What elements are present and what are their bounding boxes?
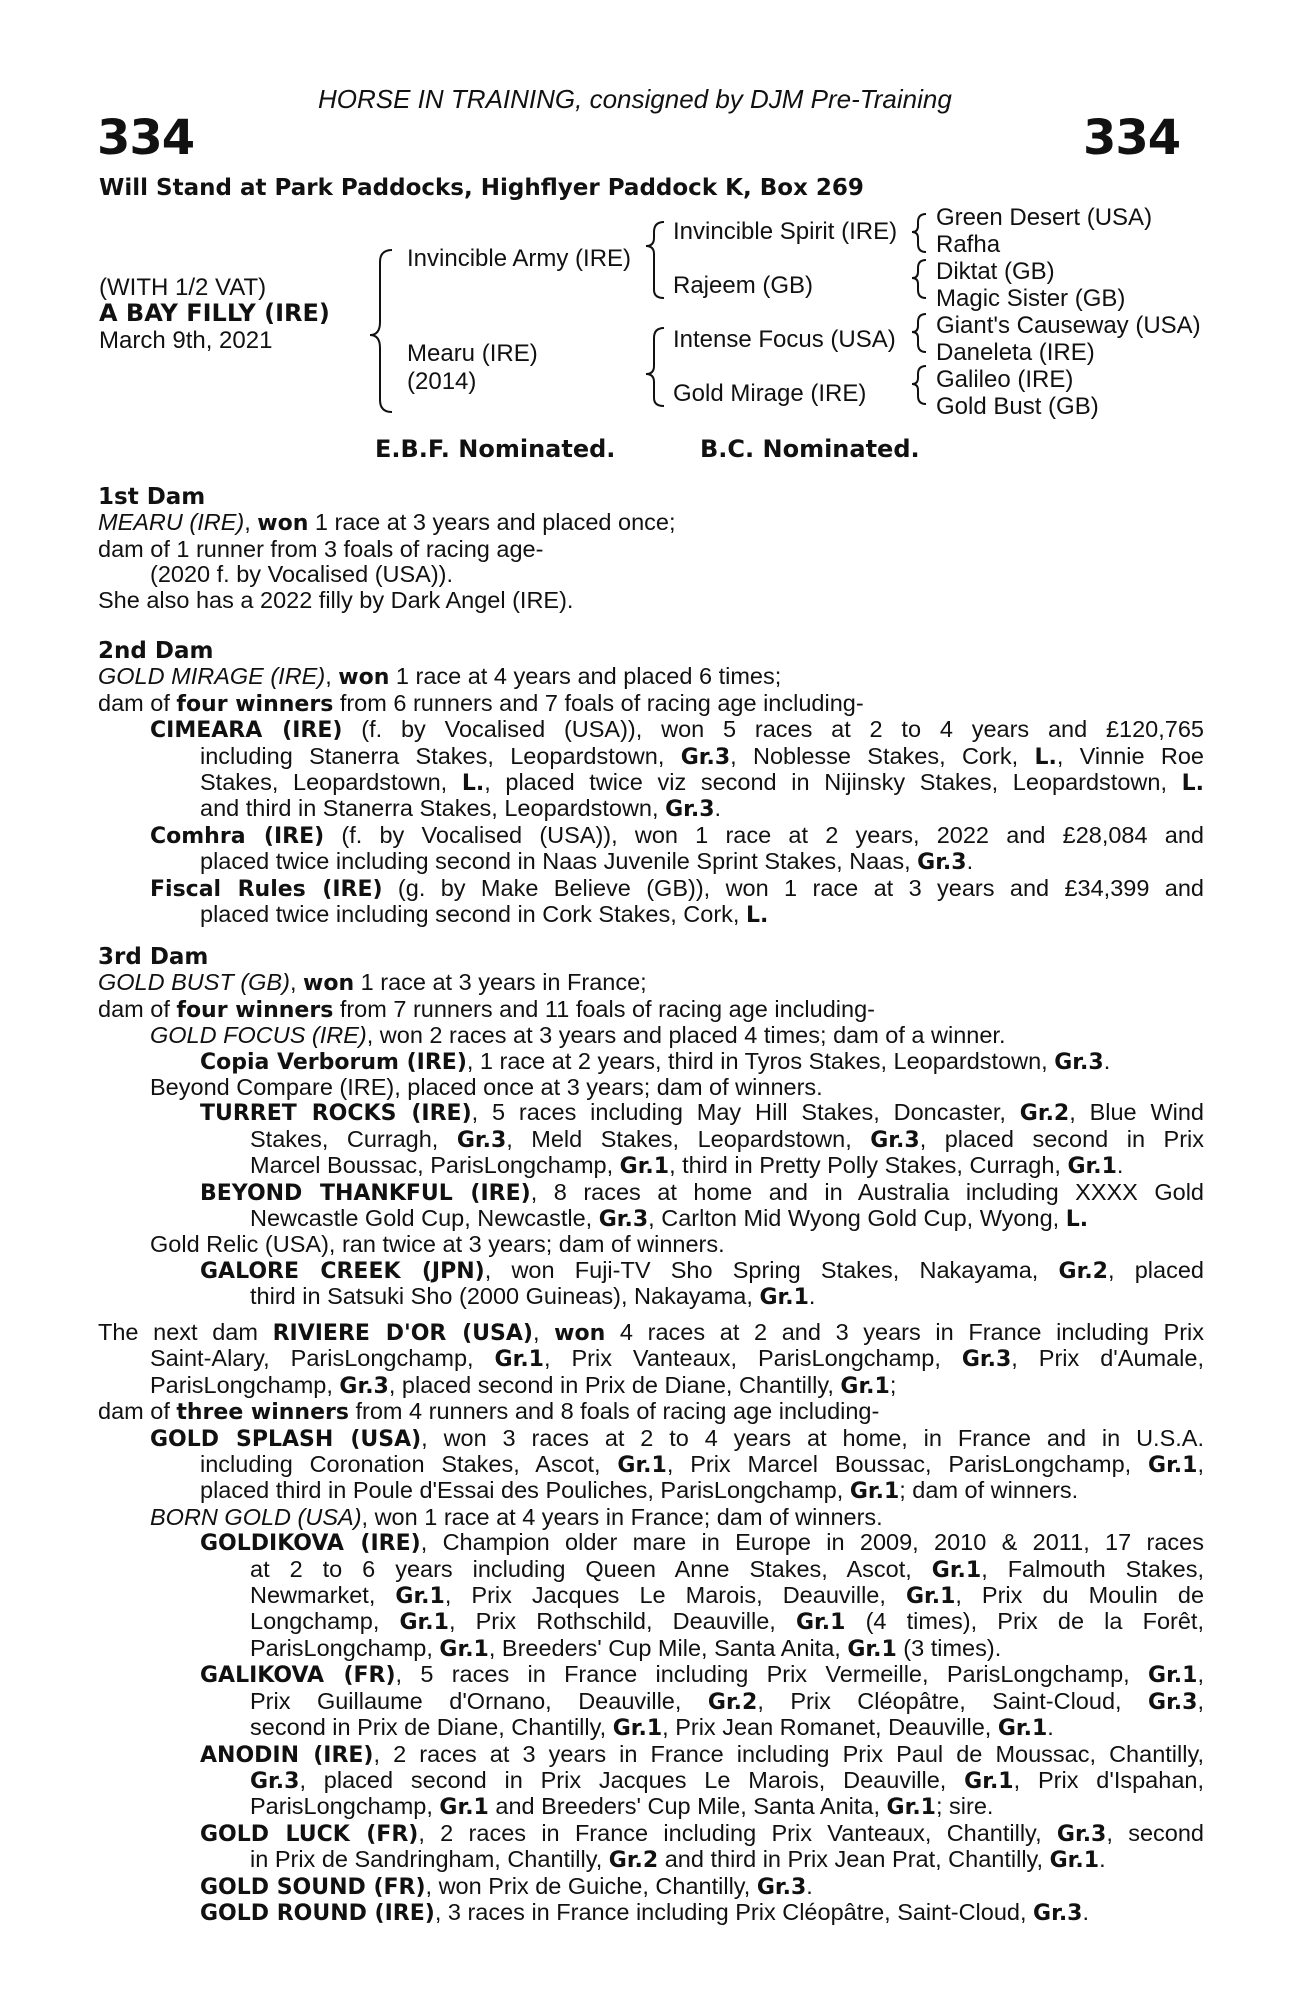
text: including Coronation Stakes, Ascot, [200,1451,618,1478]
grade: Gr.1 [840,1373,890,1399]
grade: Gr.1 [439,1636,489,1662]
text: , third in Pretty Polly Stakes, Curragh, [669,1152,1068,1179]
text: , Prix Rothschild, Deauville, [448,1608,796,1635]
produce-entry-anodin [98,1742,1204,1821]
text: , 2 races in France including Prix Vanteaux, Chantilly, [418,1819,1057,1846]
grade: Gr.2 [707,1689,758,1715]
grade: Gr.1 [395,1584,445,1610]
text: (f. by Vocalised (USA)), won 5 races at 2 to 4 years and £120,765 [342,716,1204,743]
text: , 3 races in France including Prix Cléopâtre, Saint-Cloud, [434,1898,1034,1925]
text: from 6 runners and 7 foals of racing age including- [333,689,864,716]
grade: Gr.3 [917,850,967,876]
text: . [966,848,974,875]
grade: Gr.1 [905,1584,956,1610]
bracket-ds [912,314,926,352]
text: , placed second in Prix [919,1125,1205,1152]
horse-name-gold-sound: GOLD SOUND (FR) [200,1874,426,1900]
produce-entry-gold-splash: GOLD SPLASH (USA), won 3 races at 2 to 4 years at home, in France and in U.S.A. including Coronation Stakes, Ascot, Gr.1, Prix Marcel Boussac, ParisLongchamp, Gr.1, placed third in Poule d'Essai des Pouliches, ParisLongchamp, Gr.1; dam of winners. [150,1424,1204,1505]
horse-name-gold-round: GOLD ROUND (IRE) [200,1900,435,1926]
lot-number-left: 334 [97,110,195,166]
grade: Gr.1 [619,1154,670,1180]
grade: Gr.3 [756,1874,807,1900]
first-dam-note: She also has a 2022 filly by Dark Angel (IRE). [98,586,574,613]
dam-dam-dam: Gold Bust (GB) [936,393,1099,420]
text: from 4 runners and 8 foals of racing age including- [348,1398,880,1425]
won-label: won [257,511,309,537]
text: including Stanerra Stakes, Leopardstown, [200,742,681,769]
horse-name-fiscal-rules: Fiscal Rules (IRE) [150,876,383,902]
grade: Gr.3 [1054,1049,1104,1075]
sire-sire: Invincible Spirit (IRE) [673,218,898,245]
grade: Gr.1 [931,1557,982,1583]
text: , Prix Vanteaux, ParisLongchamp, [543,1345,962,1372]
horse-gold-relic: Gold Relic (USA), ran twice at 3 years; dam of winners. [150,1231,725,1258]
grade: L. [746,903,769,929]
text: , Prix Jean Romanet, Deauville, [662,1714,998,1741]
first-dam-name: MEARU (IRE) [98,509,245,536]
horse-name-anodin: ANODIN (IRE) [200,1742,374,1768]
text: , placed second in Prix de Diane, Chantilly, [388,1371,841,1398]
grade: Gr.3 [870,1127,920,1153]
produce-entry-beyond-thankful [98,1180,1204,1233]
grade: Gr.1 [612,1716,663,1742]
text: Saint-Alary, ParisLongchamp, [150,1345,495,1372]
text: Prix Guillaume d'Ornano, Deauville, [250,1687,708,1714]
text: , Breeders' Cup Mile, Santa Anita, [488,1634,848,1661]
sire-dam-sire: Diktat (GB) [936,258,1055,285]
text: 4 races at 2 and 3 years in France including Prix [605,1319,1205,1345]
grade: Gr.3 [598,1207,649,1233]
second-dam-name: GOLD MIRAGE (IRE) [98,663,326,690]
text: , Champion older mare in Europe in 2009, 2010 & 2011, 17 races [420,1529,1204,1556]
horse-name-copia-verborum: Copia Verborum (IRE) [200,1049,467,1075]
grade: Gr.3 [1148,1689,1198,1715]
third-dam-heading: 3rd Dam [98,944,209,970]
text: , won 2 races at 3 years and placed 4 times; dam of a winner. [366,1022,1006,1049]
dam-sire-dam: Daneleta (IRE) [936,339,1095,366]
next-dam-name: RIVIERE D'OR (USA) [272,1321,533,1346]
grade: Gr.3 [1033,1900,1083,1926]
horse-name-comhra: Comhra (IRE) [150,823,325,849]
text: , Carlton Mid Wyong Gold Cup, Wyong, [648,1205,1066,1232]
grade: Gr.1 [847,1636,897,1662]
bc-nominated: B.C. Nominated. [700,435,920,463]
text: Marcel Boussac, ParisLongchamp, [250,1152,620,1179]
winners-count: three winners [176,1400,349,1426]
bracket-dam [646,328,664,406]
sire-name: Invincible Army (IRE) [407,245,632,272]
text: Longchamp, [250,1608,400,1635]
dam-dam-sire: Galileo (IRE) [936,366,1074,393]
dam-sire: Intense Focus (USA) [673,326,896,353]
produce-entry-galikova: GALIKOVA (FR), 5 races in France including Prix Vermeille, ParisLongchamp, Gr.1, Prix Guillaume d'Ornano, Deauville, Gr.2, Prix Cléopâtre, Saint-Cloud, Gr.3, second in Prix de Diane, Chantilly, Gr.1, Prix Jean Romanet, Deauville, Gr.1. [200,1661,1204,1742]
text: , 5 races in France including Prix Vermeille, ParisLongchamp, [395,1661,1149,1688]
sire-dam: Rajeem (GB) [673,272,814,299]
text: ParisLongchamp, [150,1371,340,1398]
text: third in Satsuki Sho (2000 Guineas), Nakayama, [250,1283,760,1310]
third-dam-record: 1 race at 3 years in France; [354,969,647,996]
text: dam of [98,995,177,1022]
first-dam-record: 1 race at 3 years and placed once; [308,509,676,536]
produce-entry-cimeara [98,717,1204,823]
grade: Gr.1 [964,1768,1014,1794]
text: , Prix d'Ispahan, [1013,1766,1204,1793]
horse-name-galore-creek: GALORE CREEK (JPN) [200,1258,485,1284]
text: in Prix de Sandringham, Chantilly, [250,1846,609,1873]
text: Newcastle Gold Cup, Newcastle, [250,1205,599,1232]
lot-number-right: 334 [1083,110,1181,166]
text: dam of [98,689,177,716]
dam-dam: Gold Mirage (IRE) [673,380,867,407]
horse-name-galikova: GALIKOVA (FR) [200,1663,396,1689]
won-label: won [554,1321,606,1346]
horse-name-born-gold: BORN GOLD (USA) [150,1503,362,1530]
horse-dob: March 9th, 2021 [99,327,273,354]
grade: Gr.1 [439,1795,489,1821]
grade: Gr.3 [961,1347,1012,1373]
horse-name-cimeara: CIMEARA (IRE) [150,718,343,744]
produce-entry-galore-creek [98,1258,1204,1311]
text: , second [1106,1819,1204,1846]
text: placed twice including second in Naas Juvenile Sprint Stakes, Naas, [200,848,918,875]
second-dam-heading: 2nd Dam [98,638,214,664]
sire-sire-dam: Rafha [936,231,1001,258]
won-label: won [303,971,355,997]
grade: Gr.3 [250,1768,300,1794]
text: . [806,1872,813,1899]
text: , Vinnie Roe [1056,742,1205,769]
text: second in Prix de Diane, Chantilly, [250,1714,613,1741]
grade: Gr.1 [886,1795,936,1821]
dam-name: Mearu (IRE) [407,340,538,367]
text: , Prix Marcel Boussac, ParisLongchamp, [666,1451,1149,1478]
text: , Falmouth Stakes, [981,1555,1204,1582]
text: , 5 races including May Hill Stakes, Doncaster, [471,1099,1020,1126]
grade: Gr.1 [494,1347,544,1373]
grade: Gr.1 [997,1716,1048,1742]
text: The next dam [98,1319,273,1345]
vat-note: (WITH 1/2 VAT) [99,274,267,301]
grade: Gr.2 [608,1848,659,1874]
winners-count: four winners [176,691,334,717]
won-label: won [338,665,390,691]
grade: Gr.1 [1067,1154,1117,1180]
second-dam-section: 2nd Dam GOLD MIRAGE (IRE), won 1 race at 4 years and placed 6 times; dam of four winners from 6 runners and 7 foals of racing age including- CIMEARA (IRE) (f. by Vocalised (USA)), won 5 races at 2 to 4 years and £120,765 including Stanerra Stakes, Leopardstown, Gr.3, Noblesse Stakes, Cork, L., Vinnie Roe Stakes, Leopardstown, L., placed twice viz second in Nijinsky Stakes, Leopardstown, L. and third in Stanerra Stakes, Leopardstown, Gr.3. Comhra (IRE) (f. by Vocalised (USA)), won 1 race at 2 years, 2022 and £28,084 and placed twice including second in Naas Juvenile Sprint Stakes, Naas, Gr.3. Fiscal Rules (IRE) (g. by Make Believe (GB)), won 1 race at 3 years and £34,399 and placed twice including second in Cork Stakes, Cork, L. [98,638,1205,929]
text: placed twice including second in Cork Stakes, Cork, [200,901,746,928]
produce-entry-comhra [98,823,1204,876]
sire-sire-sire: Green Desert (USA) [936,204,1153,231]
bracket-dd [912,366,926,404]
text: . [1103,1047,1111,1074]
text: , won 3 races at 2 to 4 years at home, in France and in U.S.A. [421,1424,1204,1451]
text: (f. by Vocalised (USA)), won 1 race at 2 years, 2022 and £28,084 and [324,821,1204,848]
first-dam-produce-summary: dam of 1 runner from 3 foals of racing age- [98,535,544,562]
grade: Gr.1 [399,1610,449,1636]
grade: Gr.2 [1058,1258,1108,1284]
text: , Noblesse Stakes, Cork, [730,742,1035,769]
grade: Gr.2 [1019,1101,1070,1127]
ebf-nominated: E.B.F. Nominated. [375,435,616,463]
text: , placed twice viz second in Nijinsky Stakes, Leopardstown, [484,769,1182,796]
text: . [1099,1846,1106,1873]
text: , placed [1107,1256,1204,1283]
text: ParisLongchamp, [250,1634,440,1661]
horse-name-beyond-thankful: BEYOND THANKFUL (IRE) [200,1180,531,1206]
grade: Gr.1 [1049,1848,1100,1874]
grade: L. [1065,1207,1089,1233]
text: and third in Prix Jean Prat, Chantilly, [658,1846,1050,1873]
second-dam-record: 1 race at 4 years and placed 6 times; [389,663,782,690]
grade: L. [1181,771,1205,797]
text: , Prix du Moulin de [955,1582,1205,1609]
text: Newmarket, [250,1582,396,1609]
grade: Gr.3 [665,797,715,823]
text: , 2 races at 3 years in France including Prix Paul de Moussac, Chantilly, [373,1740,1204,1767]
horse-name-goldikova: GOLDIKOVA (IRE) [200,1531,421,1557]
dam-year: (2014) [407,368,477,395]
text: ; sire. [935,1793,994,1820]
text: from 7 runners and 11 foals of racing age including- [333,995,875,1022]
page-header-title: HORSE IN TRAINING, consigned by DJM Pre-Training [318,84,952,114]
stand-location: Will Stand at Park Paddocks, Highflyer Paddock K, Box 269 [99,175,864,201]
text: , Prix Jacques Le Marois, Deauville, [444,1582,906,1609]
text: at 2 to 6 years including Queen Anne Stakes, Ascot, [250,1555,932,1582]
text: (4 times), Prix de la Forêt, [845,1608,1204,1635]
text: , Prix Cléopâtre, Saint-Cloud, [757,1687,1149,1714]
text: (3 times). [896,1634,1002,1661]
grade: Gr.1 [795,1610,846,1636]
produce-entry-goldikova [98,1530,1204,1662]
horse-name-gold-focus: GOLD FOCUS (IRE) [150,1022,367,1049]
grade: Gr.1 [849,1479,900,1505]
text: , placed second in Prix Jacques Le Marois, Deauville, [299,1766,965,1793]
dam-sire-sire: Giant's Causeway (USA) [936,312,1201,339]
bracket-sire [646,222,664,298]
third-dam-section: 3rd Dam GOLD BUST (GB), won 1 race at 3 years in France; dam of four winners from 7 runners and 11 foals of racing age including- GOLD FOCUS (IRE), won 2 races at 3 years and placed 4 times; dam of a winner. Copia Verborum (IRE), 1 race at 2 years, third in Tyros Stakes, Leopardstown, Gr.3. Beyond Compare (IRE), placed once at 3 years; dam of winners. TURRET ROCKS (IRE), 5 races including May Hill Stakes, Doncaster, Gr.2, Blue Wind Stakes, Curragh, Gr.3, Meld Stakes, Leopardstown, Gr.3, placed second in Prix Marcel Boussac, ParisLongchamp, Gr.1, third in Pretty Polly Stakes, Curragh, Gr.1. BEYOND THANKFUL (IRE), 8 races at home and in Australia including XXXX Gold Newcastle Gold Cup, Newcastle, Gr.3, Carlton Mid Wyong Gold Cup, Wyong, L. Gold Relic (USA), ran twice at 3 years; dam of winners. GALORE CREEK (JPN), won Fuji-TV Sho Spring Stakes, Nakayama, Gr.2, placed third in Satsuki Sho (2000 Guineas), Nakayama, Gr.1. [98,944,1205,1311]
horse-name: A BAY FILLY (IRE) [99,299,330,327]
text: ParisLongchamp, [250,1793,440,1820]
text: . [1116,1152,1124,1179]
text: ; dam of winners. [899,1477,1079,1504]
first-dam-heading: 1st Dam [98,484,206,510]
grade: L. [461,771,485,797]
grade: Gr.1 [759,1285,809,1311]
grade: Gr.3 [680,744,731,770]
text: . [808,1283,816,1310]
text: , Blue Wind [1069,1099,1204,1126]
text: , Meld Stakes, Leopardstown, [506,1125,871,1152]
produce-entry-turret-rocks [98,1100,1204,1179]
horse-name-gold-luck: GOLD LUCK (FR) [200,1821,419,1847]
bracket-main [370,250,392,412]
third-dam-name: GOLD BUST (GB) [98,969,290,996]
text: placed third in Poule d'Essai des Pouliches, ParisLongchamp, [200,1477,850,1504]
text: , 8 races at home and in Australia including XXXX Gold [530,1178,1204,1205]
text: . [714,795,722,822]
bracket-ss [912,214,926,252]
horse-name-gold-splash: GOLD SPLASH (USA) [150,1426,422,1452]
grade: Gr.1 [1148,1663,1198,1689]
produce-entry-fiscal-rules [98,876,1204,929]
text: dam of [98,1398,177,1425]
next-dam-section: The next dam RIVIERE D'OR (USA), won 4 races at 2 and 3 years in France including Prix Saint-Alary, ParisLongchamp, Gr.1, Prix Vanteaux, ParisLongchamp, Gr.3, Prix d'Aumale, ParisLongchamp, Gr.3, placed second in Prix de Diane, Chantilly, Gr.1; dam of three winners from 4 runners and 8 foals of racing age including- GOLD SPLASH (USA), won 3 races at 2 to 4 years at home, in France and in U.S.A. including Coronation Stakes, Ascot, Gr.1, Prix Marcel Boussac, ParisLongchamp, Gr.1, placed third in Poule d'Essai des Pouliches, ParisLongchamp, Gr.1; dam of winners. BORN GOLD (USA), won 1 race at 4 years in France; dam of winners. GOLDIKOVA (IRE), Champion older mare in Europe in 2009, 2010 & 2011, 17 races at 2 to 6 years including Queen Anne Stakes, Ascot, Gr.1, Falmouth Stakes, Newmarket, Gr.1, Prix Jacques Le Marois, Deauville, Gr.1, Prix du Moulin de Longchamp, Gr.1, Prix Rothschild, Deauville, Gr.1 (4 times), Prix de la Forêt, ParisLongchamp, Gr.1, Breeders' Cup Mile, Santa Anita, Gr.1 (3 times). GALIKOVA (FR), 5 races in France including Prix Vermeille, ParisLongchamp, Gr.1, Prix Guillaume d'Ornano, Deauville, Gr.2, Prix Cléopâtre, Saint-Cloud, Gr.3, second in Prix de Diane, Chantilly, Gr.1, Prix Jean Romanet, Deauville, Gr.1. ANODIN (IRE), 2 races at 3 years in France including Prix Paul de Moussac, Chantilly, Gr.3, placed second in Prix Jacques Le Marois, Deauville, Gr.1, Prix d'Ispahan, ParisLongchamp, Gr.1 and Breeders' Cup Mile, Santa Anita, Gr.1; sire. GOLD LUCK (FR), 2 races in France including Prix Vanteaux, Chantilly, Gr.3, second in Prix de Sandringham, Chantilly, Gr.2 and third in Prix Jean Prat, Chantilly, Gr.1. GOLD SOUND (FR), won Prix de Guiche, Chantilly, Gr.3. GOLD ROUND (IRE), 3 races in France including Prix Cléopâtre, Saint-Cloud, Gr.3. [98,1319,1205,1926]
text: Stakes, Curragh, [250,1125,457,1152]
text: Stakes, Leopardstown, [200,769,462,796]
text: and Breeders' Cup Mile, Santa Anita, [488,1793,887,1820]
grade: Gr.3 [456,1127,507,1153]
text: . [1082,1898,1090,1925]
text: , Prix d'Aumale, [1011,1345,1204,1372]
winners-count: four winners [176,997,334,1023]
horse-beyond-compare: Beyond Compare (IRE), placed once at 3 years; dam of winners. [150,1074,823,1101]
grade: L. [1034,744,1057,770]
grade: Gr.3 [339,1373,389,1399]
first-dam-foal: (2020 f. by Vocalised (USA)). [150,561,454,588]
grade: Gr.1 [1148,1453,1198,1479]
text: (g. by Make Believe (GB)), won 1 race at 3 years and £34,399 and [382,874,1204,901]
text: , won Fuji-TV Sho Spring Stakes, Nakayama, [484,1256,1059,1283]
first-dam-section: 1st Dam MEARU (IRE), won 1 race at 3 years and placed once; dam of 1 runner from 3 foals of racing age- (2020 f. by Vocalised (USA)). She also has a 2022 filly by Dark Angel (IRE). [98,484,676,613]
sire-dam-dam: Magic Sister (GB) [936,285,1126,312]
text: , won Prix de Guiche, Chantilly, [425,1872,757,1899]
text: , 1 race at 2 years, third in Tyros Stakes, Leopardstown, [466,1047,1055,1074]
produce-entry-gold-luck [98,1821,1204,1874]
text: . [1047,1714,1054,1741]
grade: Gr.3 [1056,1821,1107,1847]
horse-name-turret-rocks: TURRET ROCKS (IRE) [200,1101,472,1127]
grade: Gr.1 [617,1453,667,1479]
text: , won 1 race at 4 years in France; dam of winners. [361,1503,883,1530]
text: and third in Stanerra Stakes, Leopardstown, [200,795,666,822]
bracket-sd [912,260,926,298]
